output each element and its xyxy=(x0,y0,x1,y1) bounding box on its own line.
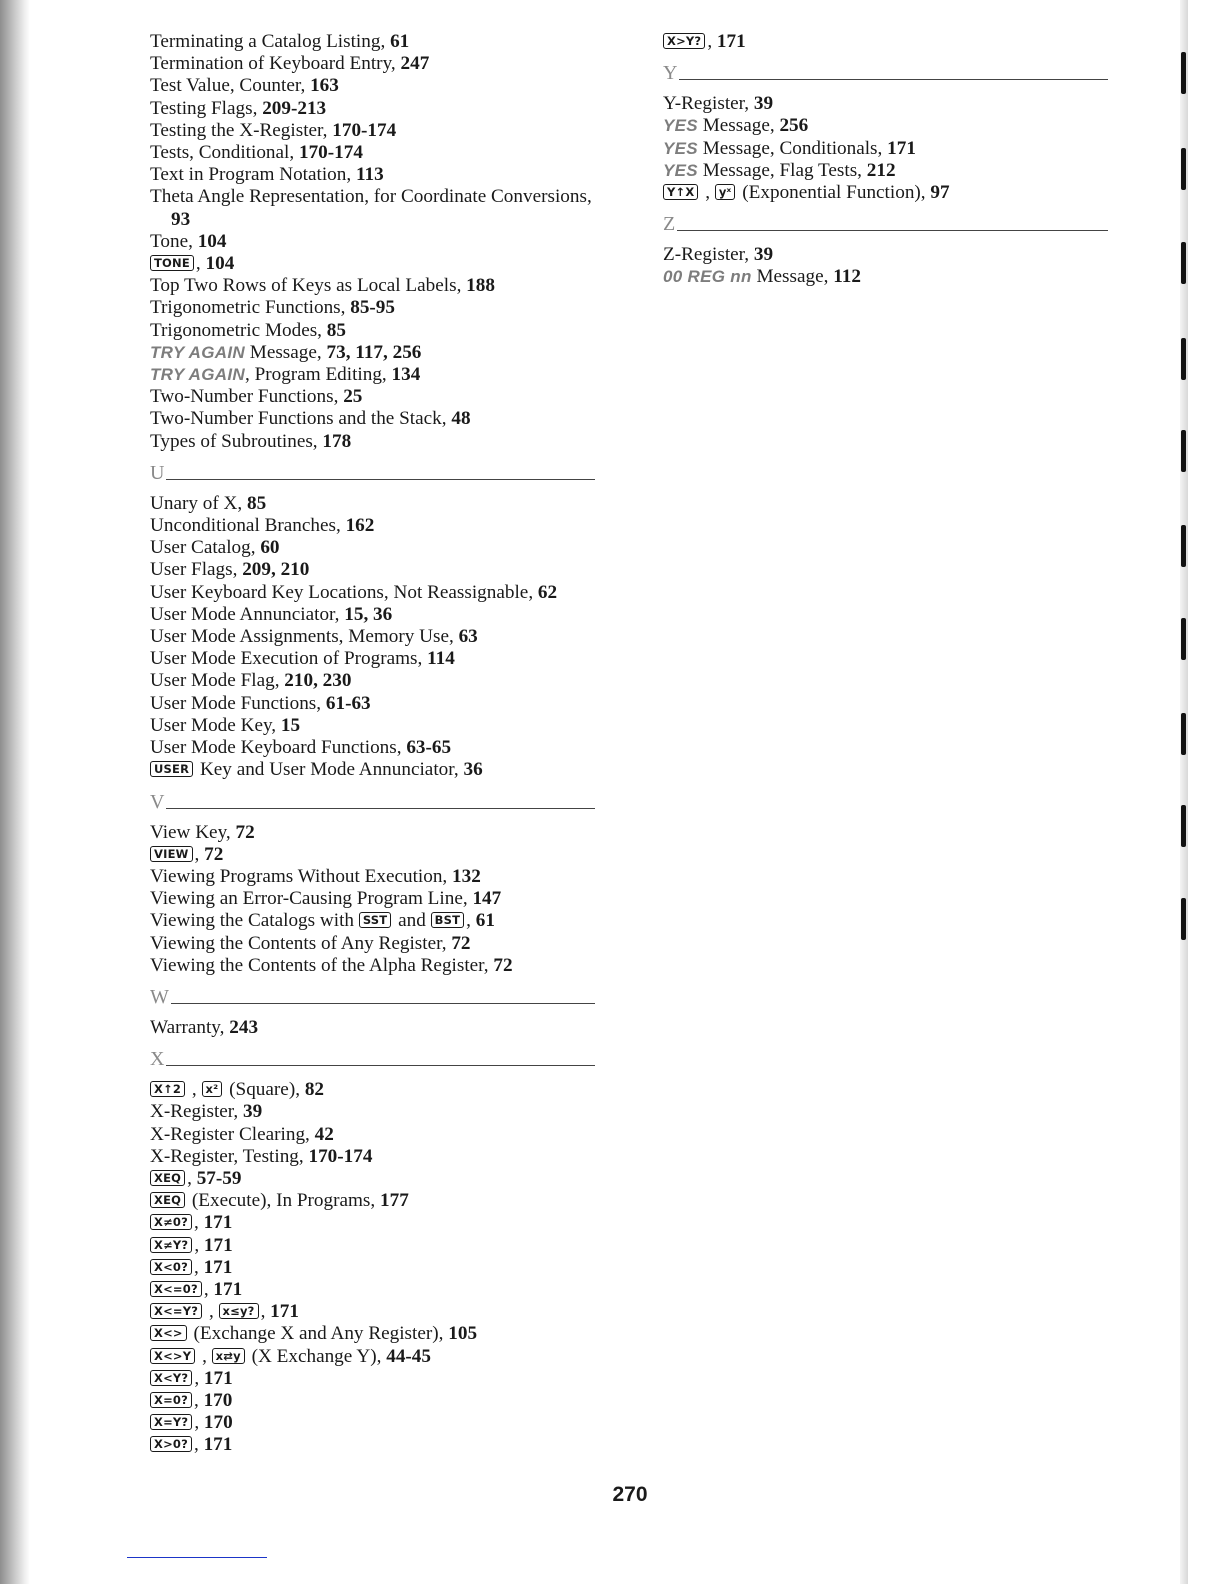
entry-term: Trigonometric Modes, xyxy=(150,319,327,341)
index-entry xyxy=(150,759,595,781)
index-entry xyxy=(150,53,595,75)
entry-term: User Flags, xyxy=(150,559,243,581)
binding-hole xyxy=(1181,898,1186,940)
entry-term: User Mode Flag, xyxy=(150,670,285,692)
entry-term: Unary of X, xyxy=(150,492,247,514)
section-letter: Y xyxy=(663,62,678,85)
entry-term: , xyxy=(193,1434,204,1456)
entry-term: , xyxy=(466,910,476,932)
key-glyph: XEQ xyxy=(150,1192,185,1208)
index-entry xyxy=(150,1368,595,1390)
page-ref: 72 xyxy=(493,954,513,976)
page-ref: 25 xyxy=(343,386,363,408)
page-ref: 177 xyxy=(380,1190,409,1212)
page-ref: 171 xyxy=(716,31,746,52)
entry-term: , xyxy=(194,1234,204,1256)
page-ref: 171 xyxy=(213,1278,243,1300)
index-entry xyxy=(150,253,595,275)
index-entry xyxy=(150,537,595,559)
entry-term: Message, Conditionals, xyxy=(697,137,888,159)
page-ref: 15 xyxy=(280,714,301,736)
page-ref: 188 xyxy=(466,275,495,297)
key-glyph: TONE xyxy=(150,255,194,271)
page-ref: 72 xyxy=(235,821,255,843)
entry-term: , xyxy=(194,1367,204,1389)
section-letter: U xyxy=(150,461,165,484)
page-ref: 163 xyxy=(310,75,339,97)
section-header xyxy=(150,981,595,1007)
section-header xyxy=(663,208,1108,234)
entry-term: Message, Flag Tests, xyxy=(697,159,867,181)
page-ref: 39 xyxy=(243,1101,263,1123)
key-glyph: SST xyxy=(359,912,392,928)
index-entry xyxy=(150,1190,595,1212)
display-message: YES xyxy=(663,116,698,136)
entry-term: User Mode Functions, xyxy=(150,692,326,714)
index-entry xyxy=(663,266,1108,288)
page-ref: 147 xyxy=(472,888,502,910)
page-ref: 61 xyxy=(390,31,410,52)
entry-term: , xyxy=(193,1389,204,1411)
page-ref: 39 xyxy=(753,244,774,266)
key-glyph: X<=0? xyxy=(150,1281,202,1297)
key-glyph: X<=Y? xyxy=(150,1303,202,1319)
page-ref: 243 xyxy=(229,1016,259,1038)
entry-term: (Exponential Function), xyxy=(737,182,931,204)
page-ref: 36 xyxy=(463,759,483,781)
section-header xyxy=(150,786,595,812)
page-ref: 209-213 xyxy=(262,97,327,119)
key-glyph: x² xyxy=(202,1081,223,1097)
index-entry xyxy=(150,98,595,120)
entry-term: X-Register, Testing, xyxy=(150,1145,309,1167)
index-entry xyxy=(150,1434,595,1456)
index-entry: Y↑X , yˣ (Exponential Function), 97 xyxy=(663,182,1108,204)
entry-term: , Program Editing, xyxy=(244,364,392,386)
index-entry xyxy=(150,866,595,888)
scan-shadow xyxy=(0,0,30,1584)
entry-term: Tests, Conditional, xyxy=(150,142,299,164)
entry-term: X-Register Clearing, xyxy=(150,1123,315,1145)
key-glyph: X<> xyxy=(150,1325,187,1341)
index-entry xyxy=(150,1323,595,1345)
entry-term: Message, xyxy=(244,341,327,363)
index-entry xyxy=(150,164,595,186)
entry-term: Termination of Keyboard Entry, xyxy=(150,53,401,75)
key-glyph: BST xyxy=(431,912,465,928)
key-glyph: x≤y? xyxy=(219,1303,259,1319)
page-ref: 170 xyxy=(203,1412,233,1434)
entry-term: , xyxy=(194,1412,204,1434)
index-entry xyxy=(150,822,595,844)
section-header xyxy=(150,457,595,483)
entry-term: Tone, xyxy=(150,230,198,252)
index-entry xyxy=(150,297,595,319)
index-entry xyxy=(150,431,595,453)
entry-term: Trigonometric Functions, xyxy=(150,297,351,319)
key-glyph: X≠0? xyxy=(150,1214,192,1230)
key-glyph: X<0? xyxy=(150,1259,192,1275)
index-entry xyxy=(150,693,595,715)
index-entry: X<>Y , x⇄y (X Exchange Y), 44-45 xyxy=(150,1346,595,1368)
page-ref: 112 xyxy=(833,266,861,288)
index-entry xyxy=(663,31,1108,53)
entry-term: User Keyboard Key Locations, Not Reassignable, xyxy=(150,581,538,603)
display-message: YES xyxy=(663,138,698,158)
page-ref: 57-59 xyxy=(196,1167,242,1189)
entry-term: (Square), xyxy=(224,1079,305,1101)
index-entry: X↑2 , x² (Square), 82 xyxy=(150,1079,595,1101)
entry-term: User Mode Assignments, Memory Use, xyxy=(150,626,459,648)
index-entry xyxy=(150,670,595,692)
index-entry xyxy=(150,1101,595,1123)
section-letter: V xyxy=(150,790,165,813)
index-entry xyxy=(150,910,595,932)
page-ref: 105 xyxy=(448,1323,478,1345)
page-ref: 63-65 xyxy=(406,737,452,759)
index-entry xyxy=(150,275,595,297)
index-entry xyxy=(150,582,595,604)
page-ref: 170-174 xyxy=(298,142,363,164)
entry-term: (Exchange X and Any Register), xyxy=(188,1323,449,1345)
entry-term: View Key, xyxy=(150,821,236,843)
page-ref: 171 xyxy=(887,137,916,159)
entry-term: X-Register, xyxy=(150,1101,244,1123)
key-glyph: Y↑X xyxy=(663,184,698,200)
binding-hole xyxy=(1181,525,1186,567)
index-entry xyxy=(150,648,595,670)
key-glyph: XEQ xyxy=(150,1170,185,1186)
index-entry xyxy=(150,737,595,759)
page-ref: 61-63 xyxy=(325,692,371,714)
section-rule xyxy=(679,79,1108,80)
section-letter: Z xyxy=(663,213,676,236)
entry-term: Viewing the Contents of Any Register, xyxy=(150,932,452,954)
index-entry xyxy=(150,559,595,581)
entry-term: (Execute), In Programs, xyxy=(187,1190,380,1212)
page-ref: 60 xyxy=(260,537,280,559)
entry-term: Two-Number Functions and the Stack, xyxy=(150,408,452,430)
index-entry xyxy=(150,186,595,230)
index-entry xyxy=(150,320,595,342)
entry-term: Warranty, xyxy=(150,1016,230,1038)
binding-hole xyxy=(1181,713,1186,755)
entry-term: , xyxy=(195,253,206,275)
page-ref: 247 xyxy=(400,53,430,75)
page-ref: 171 xyxy=(203,1367,233,1389)
entry-term: , xyxy=(707,31,717,52)
display-message: TRY AGAIN xyxy=(150,342,245,362)
footer-link-underline xyxy=(127,1557,267,1558)
key-glyph: X>Y? xyxy=(663,33,705,49)
binding-hole xyxy=(1181,430,1186,472)
index-entry xyxy=(150,955,595,977)
page-ref: 170-174 xyxy=(308,1145,373,1167)
display-message: YES xyxy=(663,160,698,180)
page-ref: 170 xyxy=(203,1389,233,1411)
index-entry xyxy=(150,844,595,866)
entry-term: Unconditional Branches, xyxy=(150,515,346,537)
index-entry xyxy=(150,1412,595,1434)
entry-term: Viewing Programs Without Execution, xyxy=(150,865,453,887)
page-ref: 178 xyxy=(322,430,352,452)
page-ref: 104 xyxy=(197,230,227,252)
index-entry xyxy=(150,31,595,53)
page-ref: 15, 36 xyxy=(344,603,393,625)
index-entry xyxy=(150,1390,595,1412)
index-entry xyxy=(663,115,1108,137)
page-ref: 134 xyxy=(391,364,421,386)
page-ref: 256 xyxy=(779,115,809,137)
page-ref: 73, 117, 256 xyxy=(326,341,422,363)
index-entry xyxy=(150,75,595,97)
entry-term: (X Exchange Y), xyxy=(246,1345,387,1367)
entry-term: , xyxy=(193,1256,204,1278)
page-ref: 44-45 xyxy=(386,1345,431,1367)
index-entry xyxy=(150,120,595,142)
page-ref: 85 xyxy=(246,492,267,514)
binding-hole xyxy=(1181,52,1186,94)
page-number: 270 xyxy=(612,1483,648,1506)
binding-hole xyxy=(1181,338,1186,380)
key-glyph: USER xyxy=(150,761,193,777)
entry-term: , xyxy=(203,1278,214,1300)
section-rule xyxy=(166,1065,595,1066)
binding-hole xyxy=(1181,148,1186,190)
index-entry xyxy=(150,1279,595,1301)
entry-term: , xyxy=(187,1167,197,1189)
entry-term: User Mode Annunciator, xyxy=(150,603,345,625)
binding-hole xyxy=(1181,242,1186,284)
entry-term: Text in Program Notation, xyxy=(150,164,356,186)
key-glyph: X↑2 xyxy=(150,1081,185,1097)
key-glyph: x⇄y xyxy=(212,1348,245,1364)
section-rule xyxy=(677,230,1108,231)
entry-term: , xyxy=(260,1301,271,1323)
section-header xyxy=(150,1043,595,1069)
page-ref: 170-174 xyxy=(332,119,397,141)
index-entry xyxy=(150,493,595,515)
page-ref: 85 xyxy=(326,319,346,341)
page-ref: 62 xyxy=(537,581,558,603)
page-ref: 93 xyxy=(171,208,191,230)
section-rule xyxy=(166,808,595,809)
index-entry xyxy=(150,1146,595,1168)
entry-term: Y-Register, xyxy=(663,93,754,115)
page-ref: 162 xyxy=(345,515,375,537)
binding-hole xyxy=(1181,618,1186,660)
index-entry: X<=Y? , x≤y? , 171 xyxy=(150,1301,595,1323)
entry-term: Two-Number Functions, xyxy=(150,386,344,408)
key-glyph: X<Y? xyxy=(150,1370,192,1386)
entry-term: User Catalog, xyxy=(150,537,261,559)
key-glyph: X≠Y? xyxy=(150,1237,192,1253)
index-entry xyxy=(663,160,1108,182)
entry-term: Test Value, Counter, xyxy=(150,75,311,97)
key-glyph: X=Y? xyxy=(150,1414,192,1430)
index-entry xyxy=(663,244,1108,266)
section-letter: X xyxy=(150,1048,165,1071)
entry-term: Viewing an Error-Causing Program Line, xyxy=(150,888,473,910)
index-entry xyxy=(150,1257,595,1279)
entry-term: Message, xyxy=(751,266,834,288)
index-entry xyxy=(150,1212,595,1234)
binding-hole xyxy=(1181,805,1186,847)
page-ref: 72 xyxy=(204,843,224,865)
page-ref: 104 xyxy=(205,253,235,275)
page-ref: 210, 230 xyxy=(284,670,352,692)
index-entry xyxy=(150,1124,595,1146)
page-ref: 209, 210 xyxy=(242,559,310,581)
section-rule xyxy=(171,1003,595,1004)
entry-term: Key and User Mode Annunciator, xyxy=(195,759,464,781)
key-glyph: X=0? xyxy=(150,1392,192,1408)
display-message: TRY AGAIN xyxy=(150,365,245,385)
entry-term: User Mode Execution of Programs, xyxy=(150,648,428,670)
entry-term: and xyxy=(393,910,431,932)
entry-term: Viewing the Contents of the Alpha Register, xyxy=(150,954,494,976)
entry-term: Types of Subroutines, xyxy=(150,430,323,452)
index-entry xyxy=(150,408,595,430)
index-entry xyxy=(150,231,595,253)
binding-edge xyxy=(1180,0,1188,1584)
page-ref: 212 xyxy=(866,159,896,181)
section-header xyxy=(663,57,1108,83)
page-ref: 72 xyxy=(451,932,471,954)
section-rule xyxy=(166,479,595,480)
page-ref: 171 xyxy=(203,1212,233,1234)
key-glyph: X>0? xyxy=(150,1436,192,1452)
index-column-left xyxy=(150,31,595,1457)
page-ref: 61 xyxy=(475,910,495,932)
index-entry xyxy=(663,138,1108,160)
entry-term: Top Two Rows of Keys as Local Labels, xyxy=(150,275,467,297)
key-glyph: yˣ xyxy=(715,184,736,200)
entry-term: User Mode Key, xyxy=(150,714,281,736)
page-ref: 39 xyxy=(753,93,774,115)
page-ref: 48 xyxy=(451,408,471,430)
page-ref: 114 xyxy=(427,648,455,670)
page-ref: 42 xyxy=(314,1123,334,1145)
entry-term: Theta Angle Representation, for Coordinate Conversions, xyxy=(150,186,592,208)
index-entry xyxy=(150,142,595,164)
index-entry xyxy=(150,626,595,648)
page-ref: 82 xyxy=(304,1079,324,1101)
index-entry xyxy=(150,342,595,364)
key-glyph: X<>Y xyxy=(150,1348,195,1364)
page-ref: 171 xyxy=(203,1234,233,1256)
index-entry xyxy=(150,888,595,910)
page-ref: 85-95 xyxy=(350,297,395,319)
entry-term: Terminating a Catalog Listing, xyxy=(150,31,391,52)
index-entry xyxy=(150,515,595,537)
index-entry xyxy=(150,1017,595,1039)
index-entry xyxy=(150,364,595,386)
index-entry xyxy=(150,1168,595,1190)
entry-term: User Mode Keyboard Functions, xyxy=(150,737,407,759)
index-entry xyxy=(150,715,595,737)
key-glyph: VIEW xyxy=(150,846,193,862)
entry-term: , xyxy=(193,1212,204,1234)
index-entry xyxy=(663,93,1108,115)
entry-term: Z-Register, xyxy=(663,244,754,266)
page-ref: 132 xyxy=(452,865,481,887)
index-entry xyxy=(150,386,595,408)
entry-term: , xyxy=(194,843,205,865)
section-letter: W xyxy=(150,985,169,1008)
display-message: 00 REG nn xyxy=(663,267,752,287)
index-entry xyxy=(150,1235,595,1257)
index-entry xyxy=(150,933,595,955)
page-ref: 171 xyxy=(203,1256,233,1278)
entry-term: Testing the X-Register, xyxy=(150,119,333,141)
page-ref: 63 xyxy=(458,626,478,648)
page-ref: 171 xyxy=(270,1301,299,1323)
page-ref: 171 xyxy=(203,1434,233,1456)
index-entry xyxy=(150,604,595,626)
entry-term: Testing Flags, xyxy=(150,97,263,119)
entry-term: Message, xyxy=(697,115,780,137)
page-ref: 97 xyxy=(930,182,950,204)
entry-term: Viewing the Catalogs with xyxy=(150,910,359,932)
page-ref: 113 xyxy=(355,164,384,186)
index-column-right xyxy=(663,31,1108,289)
